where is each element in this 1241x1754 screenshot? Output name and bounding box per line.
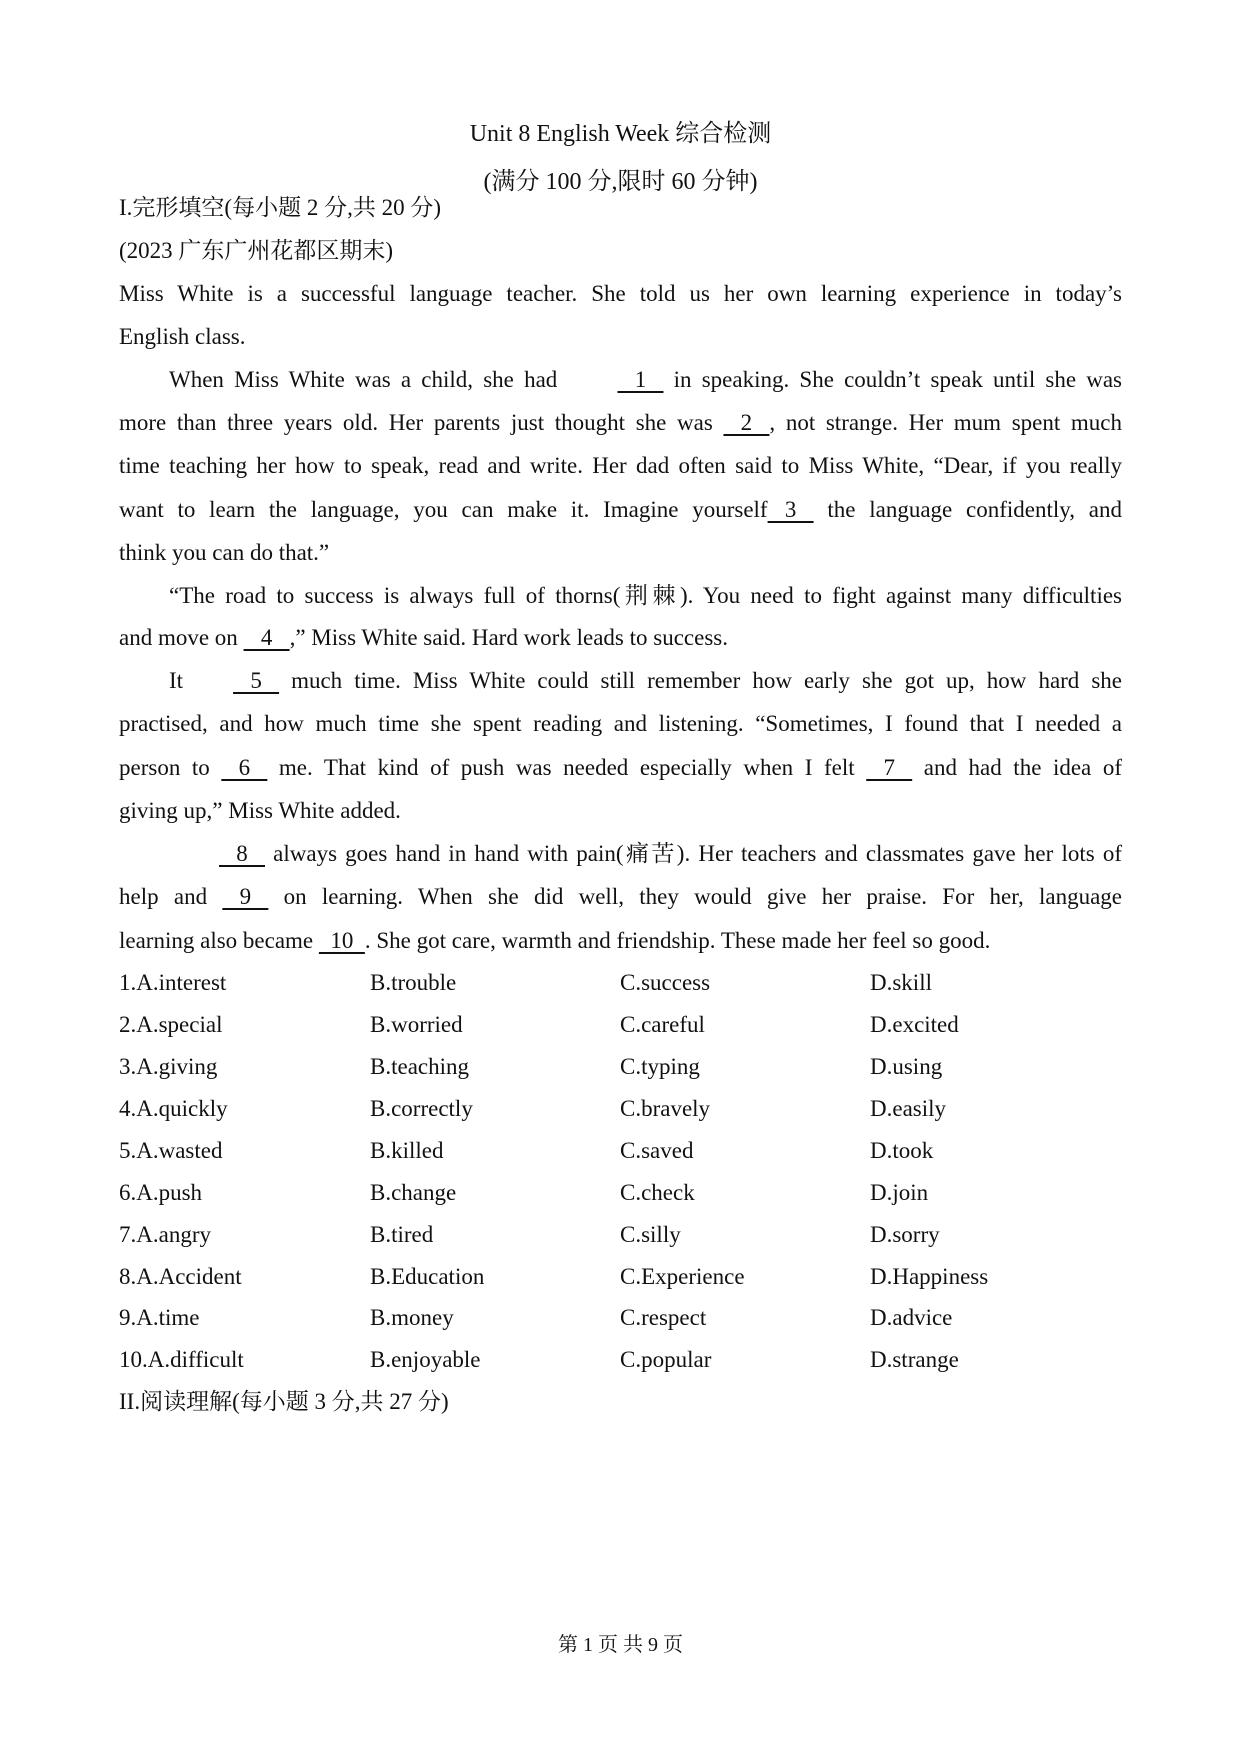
option: C.careful xyxy=(620,1012,705,1037)
options-row-7 xyxy=(119,1219,1122,1251)
option: B.correctly xyxy=(370,1096,473,1121)
section1-source: (2023 广东广州花都区期末) xyxy=(119,238,394,263)
option: 3.A.giving xyxy=(119,1054,218,1079)
options-row-9 xyxy=(119,1302,1122,1334)
option: D.easily xyxy=(870,1096,947,1121)
text: , not strange. Her mum spent much xyxy=(769,410,1123,435)
option: 9.A.time xyxy=(119,1305,200,1330)
text: want to learn the language, you can make it. Imagine yourself xyxy=(119,497,768,522)
option: C.popular xyxy=(620,1347,712,1372)
options-row-6 xyxy=(119,1177,1122,1209)
p4-line-2 xyxy=(119,881,1122,913)
intro-line-1: Miss White is a successful language teacher. She told us her own learning experience in today’s xyxy=(119,281,1122,306)
option: B.killed xyxy=(370,1138,444,1163)
option: 1.A.interest xyxy=(119,970,227,995)
text: much time. Miss White could still remember how early she got up, how hard she xyxy=(279,668,1122,693)
blank-8: 8 xyxy=(219,841,265,866)
p3-line-2: practised, and how much time she spent reading and listening. “Sometimes, I found that I needed a xyxy=(119,711,1122,736)
text: help and xyxy=(119,884,223,909)
options-row-1 xyxy=(119,967,1122,999)
option: 5.A.wasted xyxy=(119,1138,223,1163)
option: B.Education xyxy=(370,1264,485,1289)
blank-7: 7 xyxy=(866,755,913,780)
document-page xyxy=(119,0,1122,1754)
text: When Miss White was a child, she had xyxy=(169,367,568,392)
option: D.excited xyxy=(870,1012,959,1037)
options-row-5 xyxy=(119,1135,1122,1167)
page-footer: 第 1 页 共 9 页 xyxy=(558,1634,683,1656)
options-row-8 xyxy=(119,1261,1122,1293)
blank-4: 4 xyxy=(243,625,290,650)
option: B.change xyxy=(370,1180,457,1205)
text: person to xyxy=(119,755,222,780)
p4-line-3 xyxy=(119,925,1122,957)
text: and move on xyxy=(119,625,244,650)
option: C.silly xyxy=(620,1222,681,1247)
options-row-3 xyxy=(119,1051,1122,1083)
p3-line-4: giving up,” Miss White added. xyxy=(119,798,401,823)
option: C.check xyxy=(620,1180,695,1205)
option: D.sorry xyxy=(870,1222,940,1247)
options-row-2 xyxy=(119,1009,1122,1041)
page-title: Unit 8 English Week 综合检测 xyxy=(469,121,772,147)
option: C.Experience xyxy=(620,1264,745,1289)
intro-line-2: English class. xyxy=(119,324,246,349)
section2-heading: II.阅读理解(每小题 3 分,共 27 分) xyxy=(119,1389,449,1414)
options-row-4 xyxy=(119,1093,1122,1125)
text: the language confidently, and xyxy=(813,497,1122,522)
option: D.skill xyxy=(870,970,932,995)
p3-line-3 xyxy=(119,752,1122,784)
option: D.Happiness xyxy=(870,1264,989,1289)
text: in speaking. She couldn’t speak until she was xyxy=(663,367,1122,392)
blank-6: 6 xyxy=(221,755,268,780)
blank-1: 1 xyxy=(617,367,664,392)
text: learning also became xyxy=(119,928,319,953)
option: B.money xyxy=(370,1305,454,1330)
text: ,” Miss White said. Hard work leads to success. xyxy=(289,625,728,650)
option: C.bravely xyxy=(620,1096,711,1121)
p1-line-2 xyxy=(119,407,1122,439)
option: B.trouble xyxy=(370,970,457,995)
blank-2: 2 xyxy=(723,410,770,435)
option: 4.A.quickly xyxy=(119,1096,228,1121)
text: on learning. When she did well, they would give her praise. For her, language xyxy=(268,884,1122,909)
option: B.tired xyxy=(370,1222,434,1247)
blank-9: 9 xyxy=(222,884,269,909)
blank-5: 5 xyxy=(233,668,280,693)
option: C.success xyxy=(620,970,711,995)
option: C.typing xyxy=(620,1054,700,1079)
option: D.strange xyxy=(870,1347,959,1372)
text: more than three years old. Her parents just thought she was xyxy=(119,410,724,435)
text: It xyxy=(169,668,184,693)
option: 6.A.push xyxy=(119,1180,203,1205)
p3-line-1 xyxy=(119,665,1122,697)
p1-line-3: time teaching her how to speak, read and write. Her dad often said to Miss White, “Dear, if you really xyxy=(119,453,1122,478)
option: D.using xyxy=(870,1054,943,1079)
option: 2.A.special xyxy=(119,1012,223,1037)
option: D.took xyxy=(870,1138,934,1163)
p1-line-5: think you can do that.” xyxy=(119,540,330,565)
page-subtitle: (满分 100 分,限时 60 分钟) xyxy=(483,169,758,195)
section1-heading: I.完形填空(每小题 2 分,共 20 分) xyxy=(119,195,441,220)
p4-line-1 xyxy=(119,838,1122,870)
option: C.respect xyxy=(620,1305,707,1330)
option: B.teaching xyxy=(370,1054,469,1079)
options-row-10 xyxy=(119,1344,1122,1376)
text: and had the idea of xyxy=(912,755,1122,780)
option: B.enjoyable xyxy=(370,1347,481,1372)
text: me. That kind of push was needed especially when I felt xyxy=(267,755,867,780)
p1-line-1 xyxy=(119,364,1122,396)
text: always goes hand in hand with pain(痛苦). Her teachers and classmates gave her lots of xyxy=(265,841,1122,866)
option: D.join xyxy=(870,1180,929,1205)
p2-line-2 xyxy=(119,622,1122,654)
option: 7.A.angry xyxy=(119,1222,211,1247)
blank-3: 3 xyxy=(767,497,814,522)
option: C.saved xyxy=(620,1138,694,1163)
p2-line-1: “The road to success is always full of thorns(荆棘). You need to fight against many difficulties xyxy=(169,583,1122,608)
text: . She got care, warmth and friendship. These made her feel so good. xyxy=(364,928,991,953)
p1-line-4 xyxy=(119,494,1122,526)
option: 10.A.difficult xyxy=(119,1347,244,1372)
option: B.worried xyxy=(370,1012,463,1037)
option: D.advice xyxy=(870,1305,953,1330)
blank-10: 10 xyxy=(318,928,365,953)
option: 8.A.Accident xyxy=(119,1264,242,1289)
